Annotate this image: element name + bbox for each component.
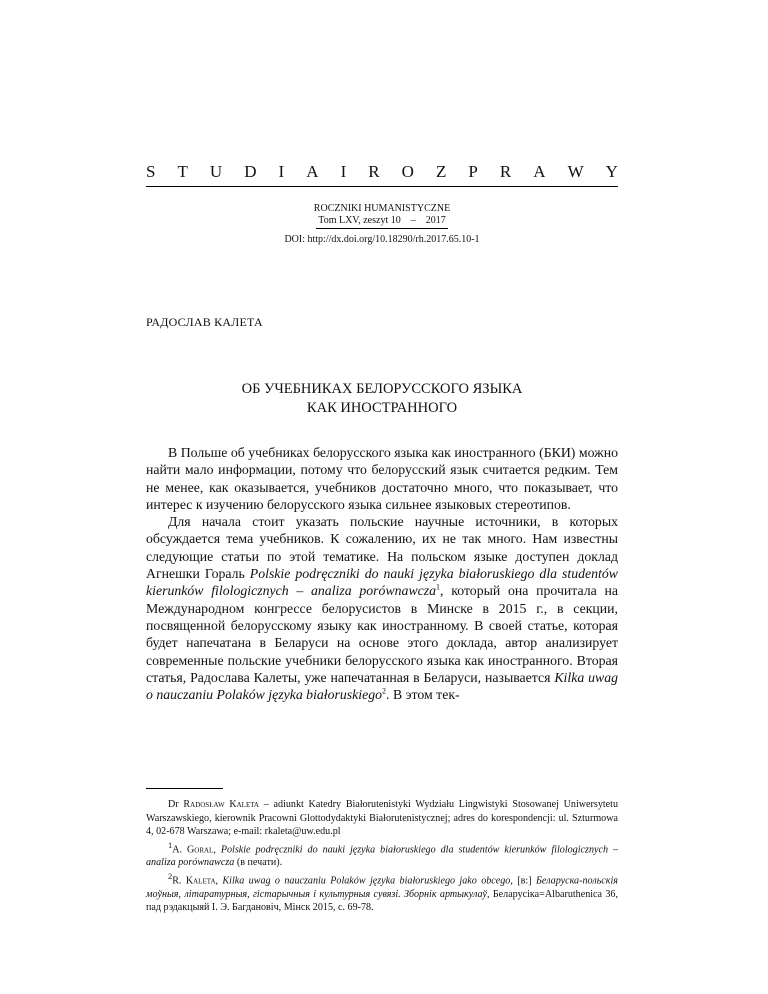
paragraph — [146, 513, 618, 703]
doi: DOI: http://dx.doi.org/10.18290/rh.2017.65.10-1 — [284, 234, 480, 245]
series-letter: I — [278, 162, 285, 181]
journal-name: ROCZNIKI HUMANISTYCZNE — [313, 203, 451, 214]
title-line: КАК ИНОСТРАННОГО — [306, 400, 458, 416]
series-letter: A — [533, 162, 546, 181]
series-letter: S — [146, 162, 156, 181]
footnote-mid: , [в:] — [510, 875, 536, 887]
series-letter: R — [499, 162, 512, 181]
footnote-rule — [146, 788, 223, 789]
footnotes — [146, 798, 618, 915]
paragraph: В Польше об учебниках белорусского языка как иностранного (БКИ) можно найти мало информации, потому что белорусский язык считается редким. Тем не менее, как оказывается, учебников достаточно много, что показывает, что интерес к изучению белорусского языка сильнее языковых стереотипов. — [146, 445, 618, 512]
article-title — [146, 380, 618, 418]
series-letter: D — [244, 162, 257, 181]
journal-dash: – — [410, 215, 416, 226]
cited-title: Kilka uwag o nauczaniu Polaków języka białoruskiego — [146, 669, 618, 703]
footnote-author: R. Kaleta — [172, 875, 216, 887]
series-letter: P — [468, 162, 478, 181]
footnote-number: 1 — [168, 840, 173, 850]
series-letter: Z — [435, 162, 447, 181]
series-letter: R — [368, 162, 380, 181]
footnote-author: A. Goral — [172, 843, 214, 855]
series-header — [146, 162, 618, 182]
paragraph-text: , который она прочитала на Международном конгрессе белорусистов в Минске в 2015 г., в секции, посвященной белорусскому языку как иностранному. В своей статье, которая будет напечатана в Беларуси на основе этого доклада, автор анализирует современные польские учебники белорусского языка как иностранного. Вторая статья, Радослава Калеты, уже напечатанная в Беларуси, называется — [146, 583, 618, 685]
journal-year: 2017 — [425, 215, 446, 226]
series-letter: O — [401, 162, 414, 181]
footnote-sep: , — [213, 843, 221, 855]
author-note — [146, 798, 618, 839]
series-letter: T — [177, 162, 188, 181]
footnote-1 — [146, 839, 618, 870]
series-rule — [146, 186, 618, 187]
footnote-number: 2 — [168, 871, 173, 881]
author-note-name: Radosław Kaleta — [183, 799, 259, 810]
paragraph-text: . В этом тек- — [386, 687, 460, 703]
footnote-ref[interactable]: 2 — [382, 686, 387, 696]
series-letter: W — [567, 162, 584, 181]
article-body — [146, 444, 618, 703]
author-note-text: – adiunkt Katedry Białorutenistyki Wydziału Lingwistyki Stosowanej Uniwersytetu Warszawskiego, kierownik Pracowni Glottodydaktyki Białorutenistycznej; adres do korespondencji: ul. Szturmowa 4, 02-678 Warszawa; e-mail: rkaleta@uw.edu.pl — [146, 799, 618, 837]
footnote-source: Беларуска-польскія моўныя, літаратурныя, гістарычныя і культурныя сувязі. Зборнік артыкулаў — [146, 875, 618, 900]
series-letter: A — [306, 162, 319, 181]
title-line: ОБ УЧЕБНИКАХ БЕЛОРУССКОГО ЯЗЫКА — [241, 381, 523, 397]
author-note-prefix: Dr — [168, 799, 184, 810]
series-letter: U — [209, 162, 223, 181]
footnote-tail: , Беларусіка=Albaruthenica 36, пад рэдакцыяй І. Э. Багдановіч, Мінск 2015, с. 69-78. — [146, 888, 618, 914]
cited-title: Polskie podręczniki do nauki języka białoruskiego dla studentów kierunków filologicznych – analiza porównawcza — [146, 566, 618, 599]
journal-volume-line — [316, 215, 447, 227]
footnote-title: Kilka uwag o nauczaniu Polaków języka białoruskiego jako obcego — [222, 875, 511, 887]
journal-info — [146, 203, 618, 227]
journal-volume: Tom LXV, zeszyt 10 — [318, 215, 401, 226]
footnote-title: Polskie podręczniki do nauki języka białoruskiego dla studentów kierunków filologicznych – analiza porównawcza — [146, 843, 618, 869]
footnote-2 — [146, 870, 618, 915]
article-author: РАДОСЛАВ КАЛЕТА — [146, 315, 263, 329]
paragraph-text: Для начала стоит указать польские научные источники, в которых обсуждается тема учебников. К сожалению, их не так много. Нам известны следующие статьи по этой тематике. На польском языке доступен доклад Агнешки Гораль — [146, 514, 618, 582]
series-letter: I — [340, 162, 347, 181]
footnote-sep: , — [215, 875, 223, 887]
footnote-ref[interactable]: 1 — [436, 582, 441, 592]
footnote-tail: (в печати). — [234, 857, 283, 869]
series-letter: Y — [605, 162, 618, 181]
